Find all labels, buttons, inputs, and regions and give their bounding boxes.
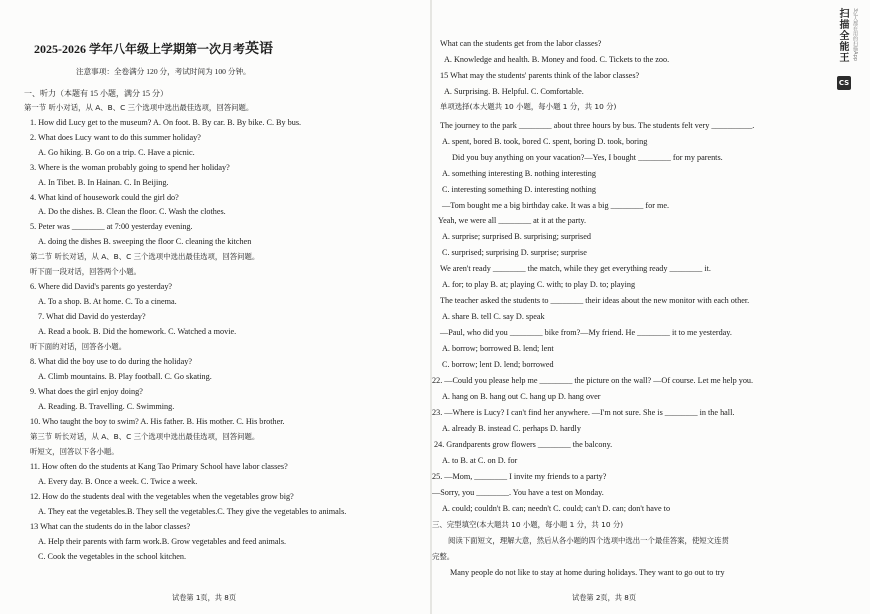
- exam-text-line: A. Read a book. B. Did the homework. C. Watched a movie.: [38, 327, 237, 336]
- exam-text-line: 15 What may the students' parents think of the labor classes?: [440, 71, 640, 80]
- exam-title-text: 2025-2026 学年八年级上学期第一次月考: [34, 42, 245, 56]
- exam-text-line: 3. Where is the woman probably going to spend her holiday?: [30, 163, 230, 172]
- exam-text-line: A. something interesting B. nothing interesting: [442, 169, 596, 178]
- scanner-brand-tagline: 3亿人都在用的扫描App: [852, 8, 858, 61]
- exam-text-line: The teacher asked the students to ________ their ideas about the new monitor with each other.: [440, 296, 750, 305]
- exam-text-line: 听短文，回答以下各小题。: [30, 447, 119, 456]
- exam-text-line: We aren't ready ________ the match, while they get everything ready ________ it.: [440, 264, 711, 273]
- exam-text-line: A. Go hiking. B. Go on a trip. C. Have a picnic.: [38, 148, 195, 157]
- exam-text-line: 9. What does the girl enjoy doing?: [30, 387, 143, 396]
- exam-text-line: 8. What did the boy use to do during the holiday?: [30, 357, 192, 366]
- exam-text-line: A. hang on B. hang out C. hang up D. hang over: [442, 392, 601, 401]
- exam-text-line: 23. —Where is Lucy? I can't find her anywhere. —I'm not sure. She is ________ in the hall.: [432, 408, 735, 417]
- exam-text-line: 11. How often do the students at Kang Tao Primary School have labor classes?: [30, 462, 288, 471]
- exam-text-line: 1. How did Lucy get to the museum? A. On foot. B. By car. B. By bike. C. By bus.: [30, 118, 302, 127]
- exam-text-line: 单项选择(本大题共 10 小题，每小题 1 分，共 10 分): [440, 102, 617, 111]
- exam-text-line: A. for; to play B. at; playing C. with; to play D. to; playing: [442, 280, 636, 289]
- exam-text-line: Yeah, we were all ________ at it at the party.: [438, 216, 587, 225]
- exam-text-line: 听下面一段对话，回答两个小题。: [30, 267, 141, 276]
- exam-text-line: 10. Who taught the boy to swim? A. His father. B. His mother. C. His brother.: [30, 417, 285, 426]
- exam-text-line: A. surprise; surprised B. surprising; surprised: [442, 232, 591, 241]
- page-1-footer: 试卷第 1页，共 8页: [172, 593, 237, 602]
- exam-text-line: A. They eat the vegetables.B. They sell the vegetables.C. They give the vegetables to animals.: [38, 507, 347, 516]
- exam-text-line: 25. —Mom, ________ I invite my friends to a party?: [432, 472, 607, 481]
- exam-text-line: A. In Tibet. B. In Hainan. C. In Beijing.: [38, 178, 169, 187]
- exam-text-line: Many people do not like to stay at home during holidays. They want to go out to try: [450, 568, 725, 577]
- exam-subject: 英语: [245, 42, 273, 57]
- exam-text-line: —Tom bought me a big birthday cake. It was a big ________ for me.: [442, 201, 670, 210]
- exam-text-line: C. interesting something D. interesting nothing: [442, 185, 596, 194]
- exam-text-line: 三、完型填空(本大题共 10 小题，每小题 1 分，共 10 分): [432, 520, 624, 529]
- exam-text-line: 第一节 听小对话，从 A、B、C 三个选项中选出最佳选项，回答问题。: [24, 103, 254, 112]
- page-2-footer: 试卷第 2页，共 8页: [572, 593, 637, 602]
- exam-text-line: A. Knowledge and health. B. Money and food. C. Tickets to the zoo.: [444, 55, 670, 64]
- exam-text-line: 一、听力（本题有 15 小题，满分 15 分）: [24, 89, 168, 98]
- exam-text-line: 第三节 听长对话，从 A、B、C 三个选项中选出最佳选项，回答问题。: [30, 432, 260, 441]
- exam-text-line: 12. How do the students deal with the vegetables when the vegetables grow big?: [30, 492, 294, 501]
- exam-text-line: 阅读下面短文，理解大意，然后从各小题的四个选项中选出一个最佳答案，使短文连贯: [448, 536, 729, 545]
- exam-page-2: [432, 0, 832, 614]
- exam-text-line: 13 What can the students do in the labor classes?: [30, 522, 191, 531]
- exam-text-line: A. Climb mountains. B. Play football. C. Go skating.: [38, 372, 212, 381]
- exam-text-line: A. Surprising. B. Helpful. C. Comfortable.: [444, 87, 584, 96]
- exam-text-line: What can the students get from the labor classes?: [440, 39, 602, 48]
- exam-text-line: 完整。: [432, 552, 455, 561]
- exam-text-line: 22. —Could you please help me ________ the picture on the wall? —Of course. Let me help you.: [432, 376, 754, 385]
- exam-notice: 注意事项：全卷满分 120 分，考试时间为 100 分钟。: [76, 67, 251, 76]
- exam-text-line: A. share B. tell C. say D. speak: [442, 312, 545, 321]
- scanner-brand-name: 扫描全能王: [837, 8, 848, 63]
- exam-text-line: —Paul, who did you ________ bike from?—My friend. He ________ it to me yesterday.: [440, 328, 732, 337]
- exam-text-line: 24. Grandparents grow flowers ________ the balcony.: [434, 440, 613, 449]
- exam-text-line: A. to B. at C. on D. for: [442, 456, 518, 465]
- exam-text-line: 7. What did David do yesterday?: [38, 312, 146, 321]
- exam-page-1: [0, 0, 432, 614]
- scanner-watermark: [835, 8, 863, 120]
- exam-text-line: A. borrow; borrowed B. lend; lent: [442, 344, 554, 353]
- exam-text-line: C. surprised; surprising D. surprise; surprise: [442, 248, 587, 257]
- exam-text-line: 6. Where did David's parents go yesterday?: [30, 282, 173, 291]
- exam-text-line: 5. Peter was ________ at 7:00 yesterday evening.: [30, 222, 193, 231]
- exam-text-line: A. could; couldn't B. can; needn't C. could; can't D. can; don't have to: [442, 504, 671, 513]
- exam-text-line: 第二节 听长对话，从 A、B、C 三个选项中选出最佳选项，回答问题。: [30, 252, 260, 261]
- exam-text-line: A. doing the dishes B. sweeping the floor C. cleaning the kitchen: [38, 237, 252, 246]
- exam-text-line: A. already B. instead C. perhaps D. hardly: [442, 424, 581, 433]
- exam-text-line: A. spent, bored B. took, bored C. spent, boring D. took, boring: [442, 137, 648, 146]
- exam-text-line: C. Cook the vegetables in the school kitchen.: [38, 552, 187, 561]
- exam-text-line: —Sorry, you ________. You have a test on Monday.: [432, 488, 604, 497]
- exam-title: [34, 44, 273, 55]
- exam-text-line: 2. What does Lucy want to do this summer holiday?: [30, 133, 201, 142]
- exam-text-line: The journey to the park ________ about three hours by bus. The students felt very __________.: [440, 121, 755, 130]
- exam-text-line: A. Every day. B. Once a week. C. Twice a week.: [38, 477, 198, 486]
- exam-text-line: A. Do the dishes. B. Clean the floor. C. Wash the clothes.: [38, 207, 226, 216]
- exam-text-line: A. Reading. B. Travelling. C. Swimming.: [38, 402, 175, 411]
- exam-text-line: C. borrow; lent D. lend; borrowed: [442, 360, 554, 369]
- exam-text-line: Did you buy anything on your vacation?—Yes, I bought ________ for my parents.: [452, 153, 723, 162]
- exam-text-line: A. To a shop. B. At home. C. To a cinema.: [38, 297, 177, 306]
- camscanner-logo-icon: CS: [837, 76, 851, 90]
- exam-text-line: A. Help their parents with farm work.B. Grow vegetables and feed animals.: [38, 537, 287, 546]
- exam-text-line: 听下面的对话，回答各小题。: [30, 342, 127, 351]
- exam-text-line: 4. What kind of housework could the girl do?: [30, 193, 179, 202]
